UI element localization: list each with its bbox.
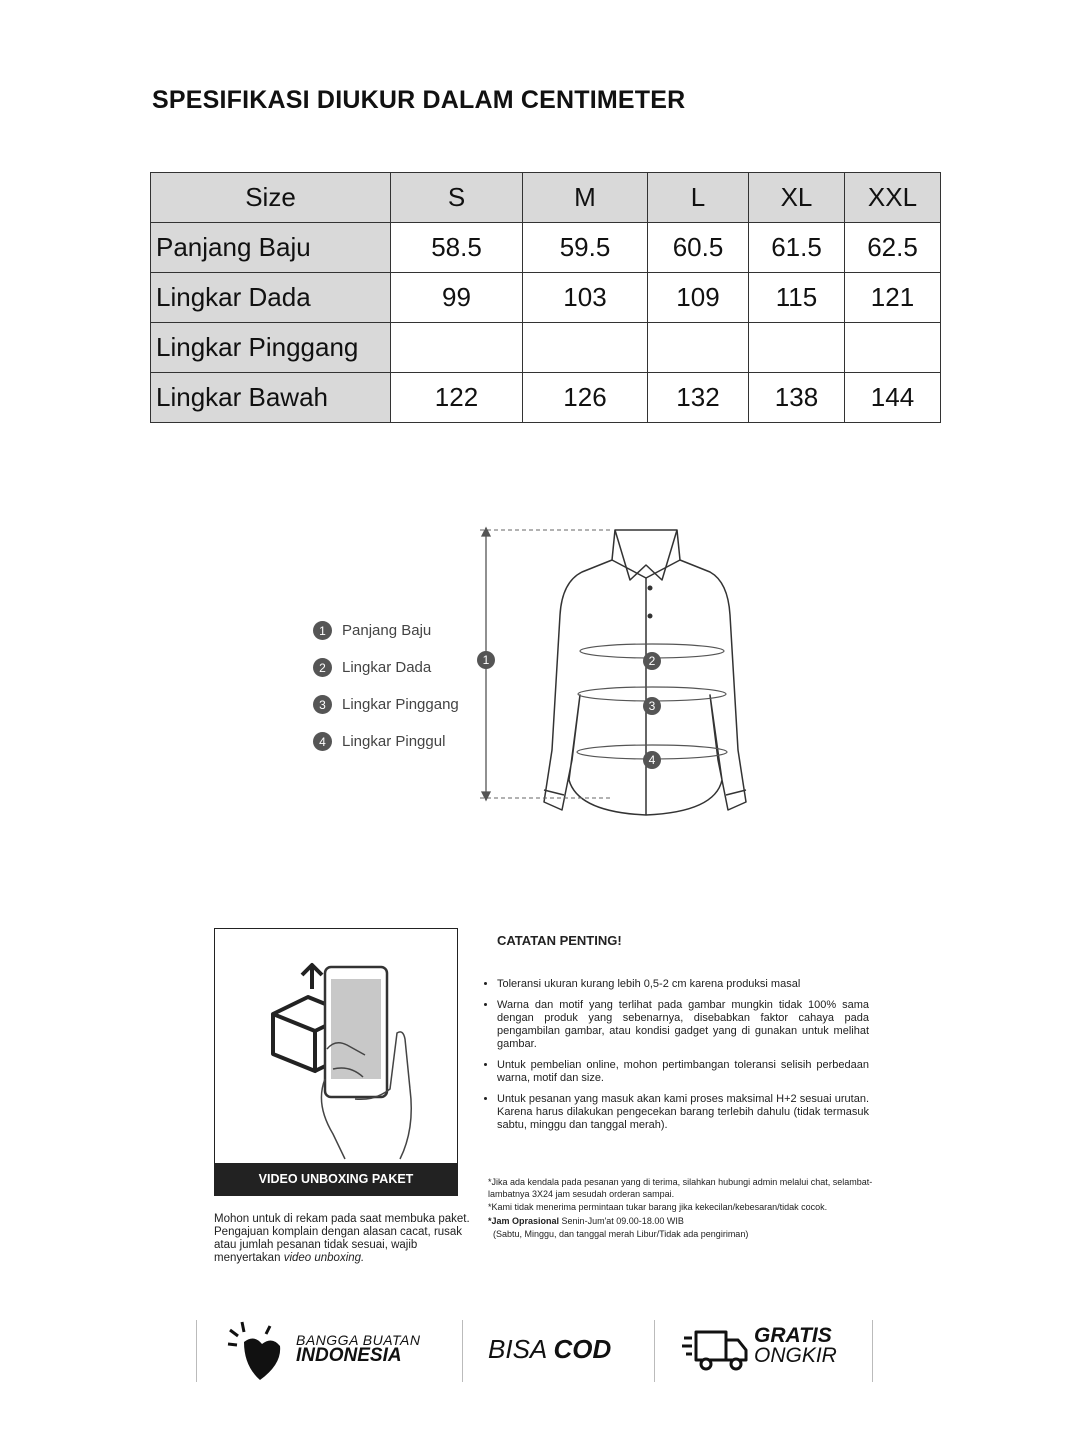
footnotes <box>488 1177 878 1243</box>
marker-3: 3 <box>648 699 656 713</box>
unboxing-note-italic: video unboxing. <box>283 1252 365 1264</box>
legend-number: 3 <box>313 695 332 714</box>
table-row <box>151 273 941 323</box>
table-cell <box>523 323 648 373</box>
footnote-hours <box>488 1216 878 1228</box>
divider <box>462 1320 463 1382</box>
table-cell: 59.5 <box>523 223 648 273</box>
cod-bold: COD <box>553 1334 612 1364</box>
page-title: SPESIFIKASI DIUKUR DALAM CENTIMETER <box>152 86 686 114</box>
table-cell: 126 <box>523 373 648 423</box>
heart-fist-icon <box>224 1320 288 1382</box>
size-col-xxl: XXL <box>845 173 941 223</box>
hours-value: Senin-Jum'at 09.00-18.00 WIB <box>561 1215 684 1226</box>
table-cell: 58.5 <box>391 223 523 273</box>
table-cell: 109 <box>648 273 749 323</box>
table-cell: 138 <box>749 373 845 423</box>
legend-number: 4 <box>313 732 332 751</box>
list-item: • Untuk pesanan yang masuk akan kami proses maksimal H+2 sesuai urutan. Karena harus dilakukan pengecekan barang terlebih dahulu (tidak termasuk sabtu, minggu dan tanggal merah). <box>497 1093 869 1132</box>
row-label: Lingkar Pinggang <box>151 323 391 373</box>
legend-label: Lingkar Pinggul <box>342 733 446 750</box>
size-table <box>150 172 941 423</box>
list-item: • Untuk pembelian online, mohon pertimbangan toleransi selisih perbedaan warna, motif dan size. <box>497 1059 869 1085</box>
unboxing-note-text: Mohon untuk di rekam pada saat membuka paket. Pengajuan komplain dengan alasan cacat, rusak atau jumlah pesanan tidak sesuai, wajib menyertakan <box>214 1213 470 1264</box>
list-item: • Toleransi ukuran kurang lebih 0,5-2 cm karena produksi masal <box>497 978 869 991</box>
table-row <box>151 323 941 373</box>
size-col-m: M <box>523 173 648 223</box>
legend-label: Panjang Baju <box>342 622 432 639</box>
legend-number: 2 <box>313 658 332 677</box>
size-col-xl: XL <box>749 173 845 223</box>
divider <box>872 1320 873 1382</box>
table-row <box>151 223 941 273</box>
table-cell <box>845 323 941 373</box>
bangga-line1: BANGGA BUATAN <box>296 1332 421 1348</box>
size-col-s: S <box>391 173 523 223</box>
table-cell <box>391 323 523 373</box>
divider <box>654 1320 655 1382</box>
unboxing-card <box>214 928 458 1196</box>
row-label: Lingkar Dada <box>151 273 391 323</box>
list-item: • Warna dan motif yang terlihat pada gambar mungkin tidak 100% sama dengan produk yang sebenarnya, disebabkan faktor cahaya pada pengambilan gambar, atau kondisi gadget yang di gunakan untuk melihat gambar. <box>497 999 869 1051</box>
legend-item <box>313 723 459 760</box>
marker-2: 2 <box>648 654 656 668</box>
ongkir-line1: GRATIS <box>754 1324 832 1347</box>
table-cell: 132 <box>648 373 749 423</box>
ongkir-badge <box>754 1326 837 1366</box>
legend-number: 1 <box>313 621 332 640</box>
hours-note: (Sabtu, Minggu, dan tanggal merah Libur/Tidak ada pengiriman) <box>493 1229 749 1239</box>
table-cell: 103 <box>523 273 648 323</box>
table-row <box>151 373 941 423</box>
table-cell: 121 <box>845 273 941 323</box>
footnote-exchange: *Kami tidak menerima permintaan tukar barang jika kekecilan/kebesaran/tidak cocok. <box>488 1202 828 1212</box>
table-cell: 99 <box>391 273 523 323</box>
unboxing-note <box>214 1213 474 1265</box>
diagram-markers <box>477 651 661 769</box>
bangga-badge <box>296 1332 420 1364</box>
legend-label: Lingkar Pinggang <box>342 696 459 713</box>
legend-item <box>313 686 459 723</box>
hours-label: *Jam Oprasional <box>488 1215 560 1226</box>
legend-item <box>313 612 459 649</box>
row-label: Panjang Baju <box>151 223 391 273</box>
delivery-truck-icon <box>682 1324 750 1374</box>
badge-strip <box>196 1320 874 1382</box>
ongkir-line2: ONGKIR <box>754 1344 837 1367</box>
table-cell: 62.5 <box>845 223 941 273</box>
footnote-complaint: *Jika ada kendala pada pesanan yang di terima, silahkan hubungi admin melalui chat, selambat-lambatnya 3X24 jam sesudah orderan sampai. <box>488 1177 873 1199</box>
size-col-l: L <box>648 173 749 223</box>
legend-item <box>313 649 459 686</box>
marker-1: 1 <box>482 653 490 667</box>
divider <box>196 1320 197 1382</box>
marker-4: 4 <box>648 753 656 767</box>
table-cell <box>749 323 845 373</box>
table-cell: 115 <box>749 273 845 323</box>
table-header-row <box>151 173 941 223</box>
legend-label: Lingkar Dada <box>342 659 432 676</box>
notes-list <box>483 978 869 1140</box>
bangga-line2: INDONESIA <box>296 1345 402 1366</box>
shirt-measurement-diagram-icon <box>470 520 790 820</box>
notes-title: CATATAN PENTING! <box>497 933 622 948</box>
unboxing-banner: VIDEO UNBOXING PAKET <box>215 1163 457 1195</box>
measurement-legend <box>313 612 459 760</box>
cod-badge <box>488 1334 611 1365</box>
table-cell: 144 <box>845 373 941 423</box>
table-cell: 61.5 <box>749 223 845 273</box>
cod-light: BISA <box>488 1334 547 1364</box>
row-label: Lingkar Bawah <box>151 373 391 423</box>
size-header-label: Size <box>151 173 391 223</box>
table-cell <box>648 323 749 373</box>
table-cell: 122 <box>391 373 523 423</box>
table-cell: 60.5 <box>648 223 749 273</box>
phone-hand-icon <box>215 929 457 1163</box>
